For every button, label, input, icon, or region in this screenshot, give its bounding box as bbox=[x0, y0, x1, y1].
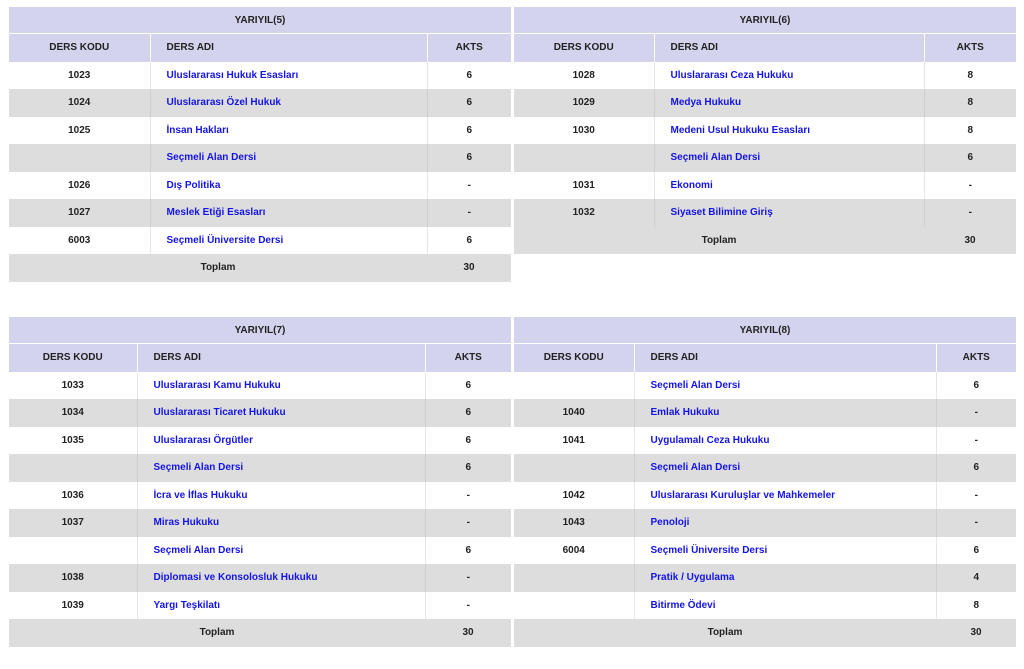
course-row bbox=[514, 537, 1016, 565]
course-code: 1026 bbox=[9, 172, 150, 200]
course-link[interactable]: Uluslararası Örgütler bbox=[153, 434, 253, 446]
semester-7-table bbox=[9, 317, 511, 647]
course-link[interactable]: İcra ve İflas Hukuku bbox=[153, 489, 248, 501]
col-header-code: DERS KODU bbox=[514, 34, 654, 62]
course-code: 1043 bbox=[514, 509, 634, 537]
course-link[interactable]: Uygulamalı Ceza Hukuku bbox=[650, 434, 770, 446]
course-row bbox=[514, 399, 1016, 427]
course-row bbox=[9, 427, 511, 455]
course-akts: - bbox=[924, 172, 1016, 200]
course-link[interactable]: Penoloji bbox=[650, 517, 690, 529]
course-code: 1032 bbox=[514, 199, 654, 227]
course-row bbox=[514, 172, 1016, 200]
col-header-akts: AKTS bbox=[427, 34, 511, 62]
course-akts: 6 bbox=[425, 372, 511, 400]
course-akts: 6 bbox=[427, 227, 511, 255]
course-link[interactable]: Seçmeli Üniversite Dersi bbox=[166, 234, 284, 246]
course-row bbox=[9, 482, 511, 510]
course-row bbox=[514, 89, 1016, 117]
course-name-cell bbox=[634, 427, 936, 455]
course-name-cell bbox=[150, 172, 427, 200]
course-name-cell bbox=[634, 482, 936, 510]
course-name-cell bbox=[150, 227, 427, 255]
course-row bbox=[9, 454, 511, 482]
course-code bbox=[9, 537, 137, 565]
col-header-name: DERS ADI bbox=[150, 34, 427, 62]
semester-title: YARIYIL(8) bbox=[514, 317, 1016, 344]
course-row bbox=[514, 427, 1016, 455]
course-row bbox=[9, 117, 511, 145]
course-link[interactable]: Uluslararası Özel Hukuk bbox=[166, 97, 281, 109]
course-akts: - bbox=[425, 509, 511, 537]
course-code: 1029 bbox=[514, 89, 654, 117]
course-row bbox=[9, 509, 511, 537]
course-link[interactable]: Dış Politika bbox=[166, 179, 221, 191]
semester-header bbox=[9, 317, 511, 372]
course-akts: 6 bbox=[425, 454, 511, 482]
course-akts: - bbox=[936, 427, 1016, 455]
course-akts: 6 bbox=[427, 117, 511, 145]
course-name-cell bbox=[137, 592, 425, 620]
course-name-cell bbox=[654, 172, 924, 200]
course-code: 1033 bbox=[9, 372, 137, 400]
course-akts: 6 bbox=[936, 537, 1016, 565]
course-row bbox=[9, 62, 511, 90]
course-row bbox=[9, 372, 511, 400]
course-link[interactable]: Seçmeli Alan Dersi bbox=[650, 379, 741, 391]
column-header-row bbox=[514, 34, 1016, 62]
course-link[interactable]: Ekonomi bbox=[670, 179, 713, 191]
course-link[interactable]: İnsan Hakları bbox=[166, 124, 229, 136]
course-code: 1028 bbox=[514, 62, 654, 90]
course-code bbox=[514, 372, 634, 400]
semester-header bbox=[9, 7, 511, 62]
semester-8-table bbox=[514, 317, 1016, 647]
course-row bbox=[514, 62, 1016, 90]
col-header-code: DERS KODU bbox=[514, 344, 634, 372]
course-name-cell bbox=[634, 399, 936, 427]
course-name-cell bbox=[654, 62, 924, 90]
course-code: 1027 bbox=[9, 199, 150, 227]
column-header-row bbox=[514, 344, 1016, 372]
course-row bbox=[9, 199, 511, 227]
total-akts: 30 bbox=[936, 619, 1016, 647]
course-name-cell bbox=[150, 199, 427, 227]
course-akts: 6 bbox=[936, 454, 1016, 482]
course-name-cell bbox=[150, 62, 427, 90]
course-akts: 6 bbox=[936, 372, 1016, 400]
course-row bbox=[9, 399, 511, 427]
course-code: 1040 bbox=[514, 399, 634, 427]
course-code bbox=[514, 144, 654, 172]
total-label: Toplam bbox=[9, 254, 427, 282]
course-code bbox=[514, 592, 634, 620]
course-row bbox=[514, 372, 1016, 400]
course-link[interactable]: Uluslararası Kamu Hukuku bbox=[153, 379, 281, 391]
total-label: Toplam bbox=[514, 227, 924, 255]
course-akts: - bbox=[936, 399, 1016, 427]
course-akts: - bbox=[936, 482, 1016, 510]
course-akts: 8 bbox=[924, 62, 1016, 90]
course-code: 1034 bbox=[9, 399, 137, 427]
course-akts: 6 bbox=[425, 537, 511, 565]
course-code: 1023 bbox=[9, 62, 150, 90]
course-link[interactable]: Uluslararası Kuruluşlar ve Mahkemeler bbox=[650, 489, 836, 501]
col-header-akts: AKTS bbox=[936, 344, 1016, 372]
course-name-cell bbox=[150, 144, 427, 172]
course-name-cell bbox=[634, 592, 936, 620]
course-akts: 6 bbox=[425, 399, 511, 427]
course-link[interactable]: Seçmeli Alan Dersi bbox=[166, 152, 257, 164]
total-label: Toplam bbox=[514, 619, 936, 647]
course-name-cell bbox=[137, 372, 425, 400]
course-link[interactable]: Seçmeli Alan Dersi bbox=[153, 544, 244, 556]
course-list bbox=[9, 372, 511, 647]
course-name-cell bbox=[137, 427, 425, 455]
course-akts: 8 bbox=[936, 592, 1016, 620]
course-link[interactable]: Uluslararası Ceza Hukuku bbox=[670, 69, 794, 81]
course-name-cell bbox=[150, 89, 427, 117]
course-akts: - bbox=[924, 199, 1016, 227]
course-code: 1042 bbox=[514, 482, 634, 510]
course-akts: 6 bbox=[427, 62, 511, 90]
course-link[interactable]: Pratik / Uygulama bbox=[650, 572, 735, 584]
course-name-cell bbox=[634, 537, 936, 565]
course-akts: 4 bbox=[936, 564, 1016, 592]
course-akts: 8 bbox=[924, 89, 1016, 117]
course-akts: - bbox=[427, 172, 511, 200]
total-row bbox=[514, 227, 1016, 255]
course-link[interactable]: Uluslararası Ticaret Hukuku bbox=[153, 407, 286, 419]
course-code: 1037 bbox=[9, 509, 137, 537]
course-akts: - bbox=[425, 592, 511, 620]
semester-title: YARIYIL(7) bbox=[9, 317, 511, 344]
course-link[interactable]: Seçmeli Alan Dersi bbox=[153, 462, 244, 474]
semester-5-table bbox=[9, 7, 511, 282]
semester-header bbox=[514, 7, 1016, 62]
course-code: 1025 bbox=[9, 117, 150, 145]
col-header-akts: AKTS bbox=[924, 34, 1016, 62]
course-code: 6004 bbox=[514, 537, 634, 565]
course-link[interactable]: Siyaset Bilimine Giriş bbox=[670, 207, 773, 219]
course-row bbox=[9, 592, 511, 620]
course-code: 1038 bbox=[9, 564, 137, 592]
course-row bbox=[9, 89, 511, 117]
course-row bbox=[514, 117, 1016, 145]
semester-title-row bbox=[9, 7, 511, 34]
semester-title: YARIYIL(6) bbox=[514, 7, 1016, 34]
course-code bbox=[514, 564, 634, 592]
course-name-cell bbox=[654, 199, 924, 227]
course-name-cell bbox=[150, 117, 427, 145]
course-row bbox=[9, 172, 511, 200]
semester-6-table bbox=[514, 7, 1016, 254]
course-akts: - bbox=[427, 199, 511, 227]
course-link[interactable]: Miras Hukuku bbox=[153, 517, 220, 529]
course-link[interactable]: Yargı Teşkilatı bbox=[153, 599, 221, 611]
course-akts: 6 bbox=[425, 427, 511, 455]
course-link[interactable]: Diplomasi ve Konsolosluk Hukuku bbox=[153, 572, 318, 584]
course-name-cell bbox=[137, 454, 425, 482]
semester-title: YARIYIL(5) bbox=[9, 7, 511, 34]
total-akts: 30 bbox=[427, 254, 511, 282]
course-row bbox=[514, 509, 1016, 537]
course-akts: 6 bbox=[427, 144, 511, 172]
course-row bbox=[9, 144, 511, 172]
course-link[interactable]: Emlak Hukuku bbox=[650, 407, 720, 419]
course-link[interactable]: Uluslararası Hukuk Esasları bbox=[166, 69, 299, 81]
total-akts: 30 bbox=[924, 227, 1016, 255]
course-name-cell bbox=[654, 117, 924, 145]
course-row bbox=[514, 564, 1016, 592]
semester-header bbox=[514, 317, 1016, 372]
course-code bbox=[9, 454, 137, 482]
course-row bbox=[514, 482, 1016, 510]
total-row bbox=[514, 619, 1016, 647]
course-name-cell bbox=[137, 509, 425, 537]
course-code: 1039 bbox=[9, 592, 137, 620]
col-header-code: DERS KODU bbox=[9, 344, 137, 372]
col-header-name: DERS ADI bbox=[137, 344, 425, 372]
course-link[interactable]: Meslek Etiği Esasları bbox=[166, 207, 266, 219]
course-code: 1035 bbox=[9, 427, 137, 455]
course-akts: 6 bbox=[924, 144, 1016, 172]
course-row bbox=[514, 144, 1016, 172]
course-akts: - bbox=[425, 564, 511, 592]
course-code: 1036 bbox=[9, 482, 137, 510]
course-link[interactable]: Medya Hukuku bbox=[670, 97, 742, 109]
col-header-name: DERS ADI bbox=[654, 34, 924, 62]
course-row bbox=[514, 592, 1016, 620]
course-row bbox=[9, 227, 511, 255]
course-row bbox=[514, 454, 1016, 482]
course-name-cell bbox=[634, 372, 936, 400]
course-name-cell bbox=[654, 144, 924, 172]
course-name-cell bbox=[137, 399, 425, 427]
col-header-code: DERS KODU bbox=[9, 34, 150, 62]
total-row bbox=[9, 254, 511, 282]
course-code bbox=[514, 454, 634, 482]
total-row bbox=[9, 619, 511, 647]
course-code bbox=[9, 144, 150, 172]
course-link[interactable]: Medeni Usul Hukuku Esasları bbox=[670, 124, 810, 136]
course-row bbox=[514, 199, 1016, 227]
course-link[interactable]: Seçmeli Alan Dersi bbox=[670, 152, 761, 164]
course-link[interactable]: Seçmeli Alan Dersi bbox=[650, 462, 741, 474]
course-name-cell bbox=[634, 509, 936, 537]
course-code: 6003 bbox=[9, 227, 150, 255]
total-akts: 30 bbox=[425, 619, 511, 647]
course-name-cell bbox=[137, 482, 425, 510]
course-name-cell bbox=[634, 564, 936, 592]
course-name-cell bbox=[654, 89, 924, 117]
course-akts: 8 bbox=[924, 117, 1016, 145]
col-header-name: DERS ADI bbox=[634, 344, 936, 372]
course-name-cell bbox=[137, 537, 425, 565]
course-name-cell bbox=[634, 454, 936, 482]
course-code: 1041 bbox=[514, 427, 634, 455]
course-link[interactable]: Bitirme Ödevi bbox=[650, 599, 716, 611]
course-link[interactable]: Seçmeli Üniversite Dersi bbox=[650, 544, 768, 556]
course-row bbox=[9, 564, 511, 592]
total-label: Toplam bbox=[9, 619, 425, 647]
col-header-akts: AKTS bbox=[425, 344, 511, 372]
semester-title-row bbox=[514, 7, 1016, 34]
course-list bbox=[9, 62, 511, 282]
course-code: 1031 bbox=[514, 172, 654, 200]
column-header-row bbox=[9, 344, 511, 372]
semester-title-row bbox=[514, 317, 1016, 344]
course-list bbox=[514, 372, 1016, 647]
course-code: 1024 bbox=[9, 89, 150, 117]
course-row bbox=[9, 537, 511, 565]
semester-title-row bbox=[9, 317, 511, 344]
course-name-cell bbox=[137, 564, 425, 592]
course-akts: - bbox=[425, 482, 511, 510]
course-list bbox=[514, 62, 1016, 255]
course-akts: 6 bbox=[427, 89, 511, 117]
course-akts: - bbox=[936, 509, 1016, 537]
course-code: 1030 bbox=[514, 117, 654, 145]
column-header-row bbox=[9, 34, 511, 62]
